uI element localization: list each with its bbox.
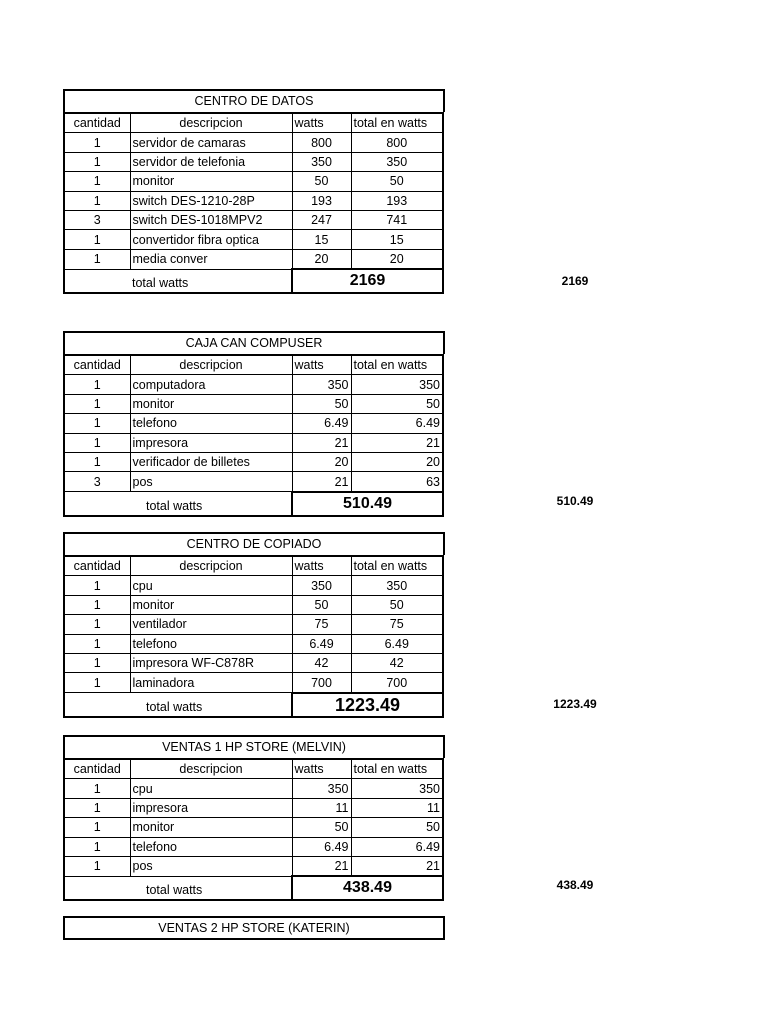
table-row [64,472,443,492]
total-cell: 6.49 [351,414,443,433]
total-label: total watts [130,492,292,516]
desc-cell: cpu [130,779,292,798]
watts-cell: 50 [292,172,351,191]
desc-cell: convertidor fibra optica [130,230,292,249]
section-title: VENTAS 1 HP STORE (MELVIN) [63,735,445,758]
total-cell: 20 [351,452,443,471]
total-cell: 50 [351,595,443,614]
total-cell: 6.49 [351,837,443,856]
side-total: 2169 [561,274,589,288]
desc-cell: impresora [130,433,292,452]
desc-cell: verificador de billetes [130,452,292,471]
desc-cell: monitor [130,818,292,837]
qty-cell: 1 [64,394,130,413]
desc-cell: servidor de camaras [130,133,292,152]
total-row [64,876,443,900]
table-row [64,818,443,837]
table-row [64,152,443,171]
qty-cell: 1 [64,375,130,394]
desc-cell: switch DES-1018MPV2 [130,210,292,229]
side-total: 510.49 [556,494,594,508]
qty-cell: 1 [64,414,130,433]
header-watts: watts [292,355,351,375]
table-row [64,615,443,634]
header-total: total en watts [351,759,443,779]
watts-cell: 21 [292,472,351,492]
section-caja-can-compuser [63,331,445,517]
header-total: total en watts [351,355,443,375]
watts-cell: 350 [292,152,351,171]
watts-cell: 350 [292,576,351,595]
qty-cell: 1 [64,152,130,171]
total-cell: 350 [351,779,443,798]
table-row [64,576,443,595]
watts-table [63,354,444,517]
qty-cell: 1 [64,818,130,837]
watts-cell: 50 [292,818,351,837]
total-cell: 15 [351,230,443,249]
table-row [64,595,443,614]
total-cell: 11 [351,798,443,817]
header-total: total en watts [351,556,443,576]
desc-cell: monitor [130,172,292,191]
header-row [64,113,443,133]
watts-cell: 350 [292,375,351,394]
total-value: 510.49 [292,492,443,516]
header-cantidad: cantidad [64,759,130,779]
total-cell: 350 [351,576,443,595]
header-total: total en watts [351,113,443,133]
table-row [64,172,443,191]
qty-cell: 1 [64,653,130,672]
table-row [64,779,443,798]
watts-cell: 20 [292,452,351,471]
total-cell: 741 [351,210,443,229]
table-row [64,375,443,394]
total-cell: 50 [351,818,443,837]
table-row [64,191,443,210]
table-row [64,230,443,249]
total-cell: 75 [351,615,443,634]
header-cantidad: cantidad [64,113,130,133]
desc-cell: monitor [130,394,292,413]
watts-cell: 350 [292,779,351,798]
qty-cell: 1 [64,133,130,152]
desc-cell: cpu [130,576,292,595]
qty-cell: 1 [64,191,130,210]
header-watts: watts [292,556,351,576]
watts-table [63,758,444,901]
desc-cell: computadora [130,375,292,394]
desc-cell: telefono [130,837,292,856]
desc-cell: pos [130,472,292,492]
total-label: total watts [130,693,292,717]
watts-cell: 6.49 [292,414,351,433]
total-row [64,693,443,717]
total-value: 1223.49 [292,693,443,717]
desc-cell: impresora [130,798,292,817]
header-descripcion: descripcion [130,113,292,133]
qty-cell: 1 [64,856,130,876]
qty-cell: 3 [64,210,130,229]
qty-cell: 1 [64,576,130,595]
table-row [64,133,443,152]
section-title: CENTRO DE COPIADO [63,532,445,555]
total-label: total watts [130,876,292,900]
header-row [64,759,443,779]
total-row [64,492,443,516]
section-centro-de-copiado [63,532,445,718]
desc-cell: switch DES-1210-28P [130,191,292,210]
table-row [64,249,443,269]
desc-cell: telefono [130,634,292,653]
header-descripcion: descripcion [130,759,292,779]
qty-cell: 1 [64,249,130,269]
table-row [64,210,443,229]
table-row [64,634,443,653]
total-row [64,269,443,293]
header-descripcion: descripcion [130,355,292,375]
total-value: 438.49 [292,876,443,900]
desc-cell: pos [130,856,292,876]
watts-cell: 20 [292,249,351,269]
watts-cell: 6.49 [292,837,351,856]
qty-cell: 1 [64,673,130,693]
header-descripcion: descripcion [130,556,292,576]
desc-cell: laminadora [130,673,292,693]
watts-cell: 193 [292,191,351,210]
total-value: 2169 [292,269,443,293]
watts-cell: 800 [292,133,351,152]
watts-cell: 11 [292,798,351,817]
total-cell: 350 [351,375,443,394]
section-title-ventas-2: VENTAS 2 HP STORE (KATERIN) [63,916,445,940]
section-centro-de-datos [63,89,445,294]
side-total: 438.49 [556,878,594,892]
table-row [64,452,443,471]
desc-cell: media conver [130,249,292,269]
table-row [64,414,443,433]
qty-cell: 1 [64,798,130,817]
desc-cell: impresora WF-C878R [130,653,292,672]
total-cell: 20 [351,249,443,269]
qty-cell: 1 [64,433,130,452]
header-cantidad: cantidad [64,355,130,375]
side-total: 1223.49 [553,697,597,711]
qty-cell: 1 [64,172,130,191]
desc-cell: servidor de telefonia [130,152,292,171]
section-title: CAJA CAN COMPUSER [63,331,445,354]
table-row [64,673,443,693]
watts-cell: 42 [292,653,351,672]
table-row [64,653,443,672]
section-ventas-1 [63,735,445,901]
total-cell: 50 [351,172,443,191]
watts-cell: 247 [292,210,351,229]
qty-cell: 1 [64,230,130,249]
watts-cell: 15 [292,230,351,249]
watts-table [63,555,444,718]
desc-cell: monitor [130,595,292,614]
header-row [64,556,443,576]
watts-cell: 700 [292,673,351,693]
total-cell: 6.49 [351,634,443,653]
watts-cell: 21 [292,433,351,452]
table-row [64,394,443,413]
total-cell: 63 [351,472,443,492]
qty-cell: 1 [64,452,130,471]
watts-cell: 50 [292,394,351,413]
total-cell: 700 [351,673,443,693]
desc-cell: telefono [130,414,292,433]
section-title: CENTRO DE DATOS [63,89,445,112]
desc-cell: ventilador [130,615,292,634]
qty-cell: 1 [64,779,130,798]
total-label: total watts [130,269,292,293]
watts-cell: 21 [292,856,351,876]
total-cell: 350 [351,152,443,171]
qty-cell: 1 [64,634,130,653]
qty-cell: 1 [64,595,130,614]
total-cell: 21 [351,856,443,876]
watts-cell: 50 [292,595,351,614]
total-cell: 50 [351,394,443,413]
total-cell: 21 [351,433,443,452]
watts-cell: 75 [292,615,351,634]
header-watts: watts [292,759,351,779]
qty-cell: 1 [64,615,130,634]
header-watts: watts [292,113,351,133]
watts-table [63,112,444,294]
qty-cell: 1 [64,837,130,856]
table-row [64,837,443,856]
total-cell: 42 [351,653,443,672]
total-cell: 800 [351,133,443,152]
qty-cell: 3 [64,472,130,492]
watts-cell: 6.49 [292,634,351,653]
header-row [64,355,443,375]
table-row [64,856,443,876]
table-row [64,433,443,452]
table-row [64,798,443,817]
total-cell: 193 [351,191,443,210]
header-cantidad: cantidad [64,556,130,576]
